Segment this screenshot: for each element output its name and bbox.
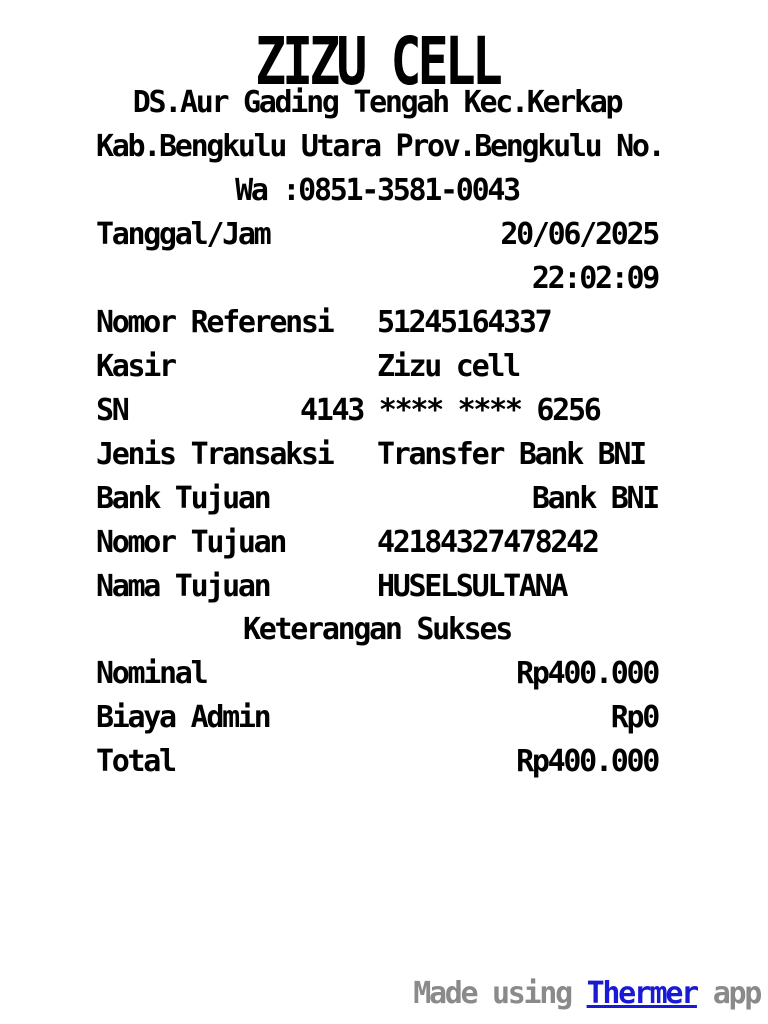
reference-label: Nomor Referensi [96, 305, 333, 340]
sn-label: SN [96, 393, 128, 428]
admin-fee-row [96, 696, 658, 740]
nominal-row [96, 652, 658, 696]
shop-name: ZIZU CELL [255, 23, 499, 100]
transaction-type-value: Transfer Bank BNI [377, 437, 645, 472]
bank-value: Bank BNI [531, 481, 658, 516]
sn-row [96, 389, 658, 433]
cashier-label: Kasir [96, 349, 175, 384]
phone-line: Wa :0851-3581-0043 [235, 173, 519, 208]
admin-fee-value: Rp0 [610, 700, 658, 735]
bank-row [96, 477, 658, 521]
footer-suffix: app [696, 976, 760, 1011]
address-line-2: Kab.Bengkulu Utara Prov.Bengkulu No. [96, 129, 664, 164]
account-row [96, 521, 658, 565]
time-row [96, 257, 658, 301]
cashier-value: Zizu cell [377, 349, 519, 384]
status-line: Keterangan Sukses [243, 612, 511, 647]
datetime-row [96, 213, 658, 257]
datetime-label: Tanggal/Jam [96, 217, 270, 252]
footer-prefix: Made using [413, 976, 587, 1011]
recipient-name-row [96, 565, 658, 609]
thermer-link[interactable]: Thermer [586, 976, 697, 1011]
address-line-1: DS.Aur Gading Tengah Kec.Kerkap [132, 85, 622, 120]
account-label: Nomor Tujuan [96, 525, 286, 560]
nominal-label: Nominal [96, 656, 207, 691]
date-value: 20/06/2025 [500, 217, 658, 252]
total-value: Rp400.000 [516, 744, 658, 779]
reference-value: 51245164337 [377, 305, 551, 340]
sn-value: 4143 **** **** 6256 [300, 393, 600, 428]
recipient-name-label: Nama Tujuan [96, 569, 270, 604]
total-row [96, 740, 658, 784]
transaction-type-label: Jenis Transaksi [96, 437, 333, 472]
bank-label: Bank Tujuan [96, 481, 270, 516]
admin-fee-label: Biaya Admin [96, 700, 270, 735]
total-label: Total [96, 744, 175, 779]
time-value: 22:02:09 [531, 261, 658, 296]
cashier-row [96, 345, 658, 389]
recipient-name-value: HUSELSULTANA [377, 569, 567, 604]
footer-credit [413, 972, 760, 1016]
transaction-type-row [96, 433, 658, 477]
account-value: 42184327478242 [377, 525, 598, 560]
reference-row [96, 301, 658, 345]
nominal-value: Rp400.000 [516, 656, 658, 691]
